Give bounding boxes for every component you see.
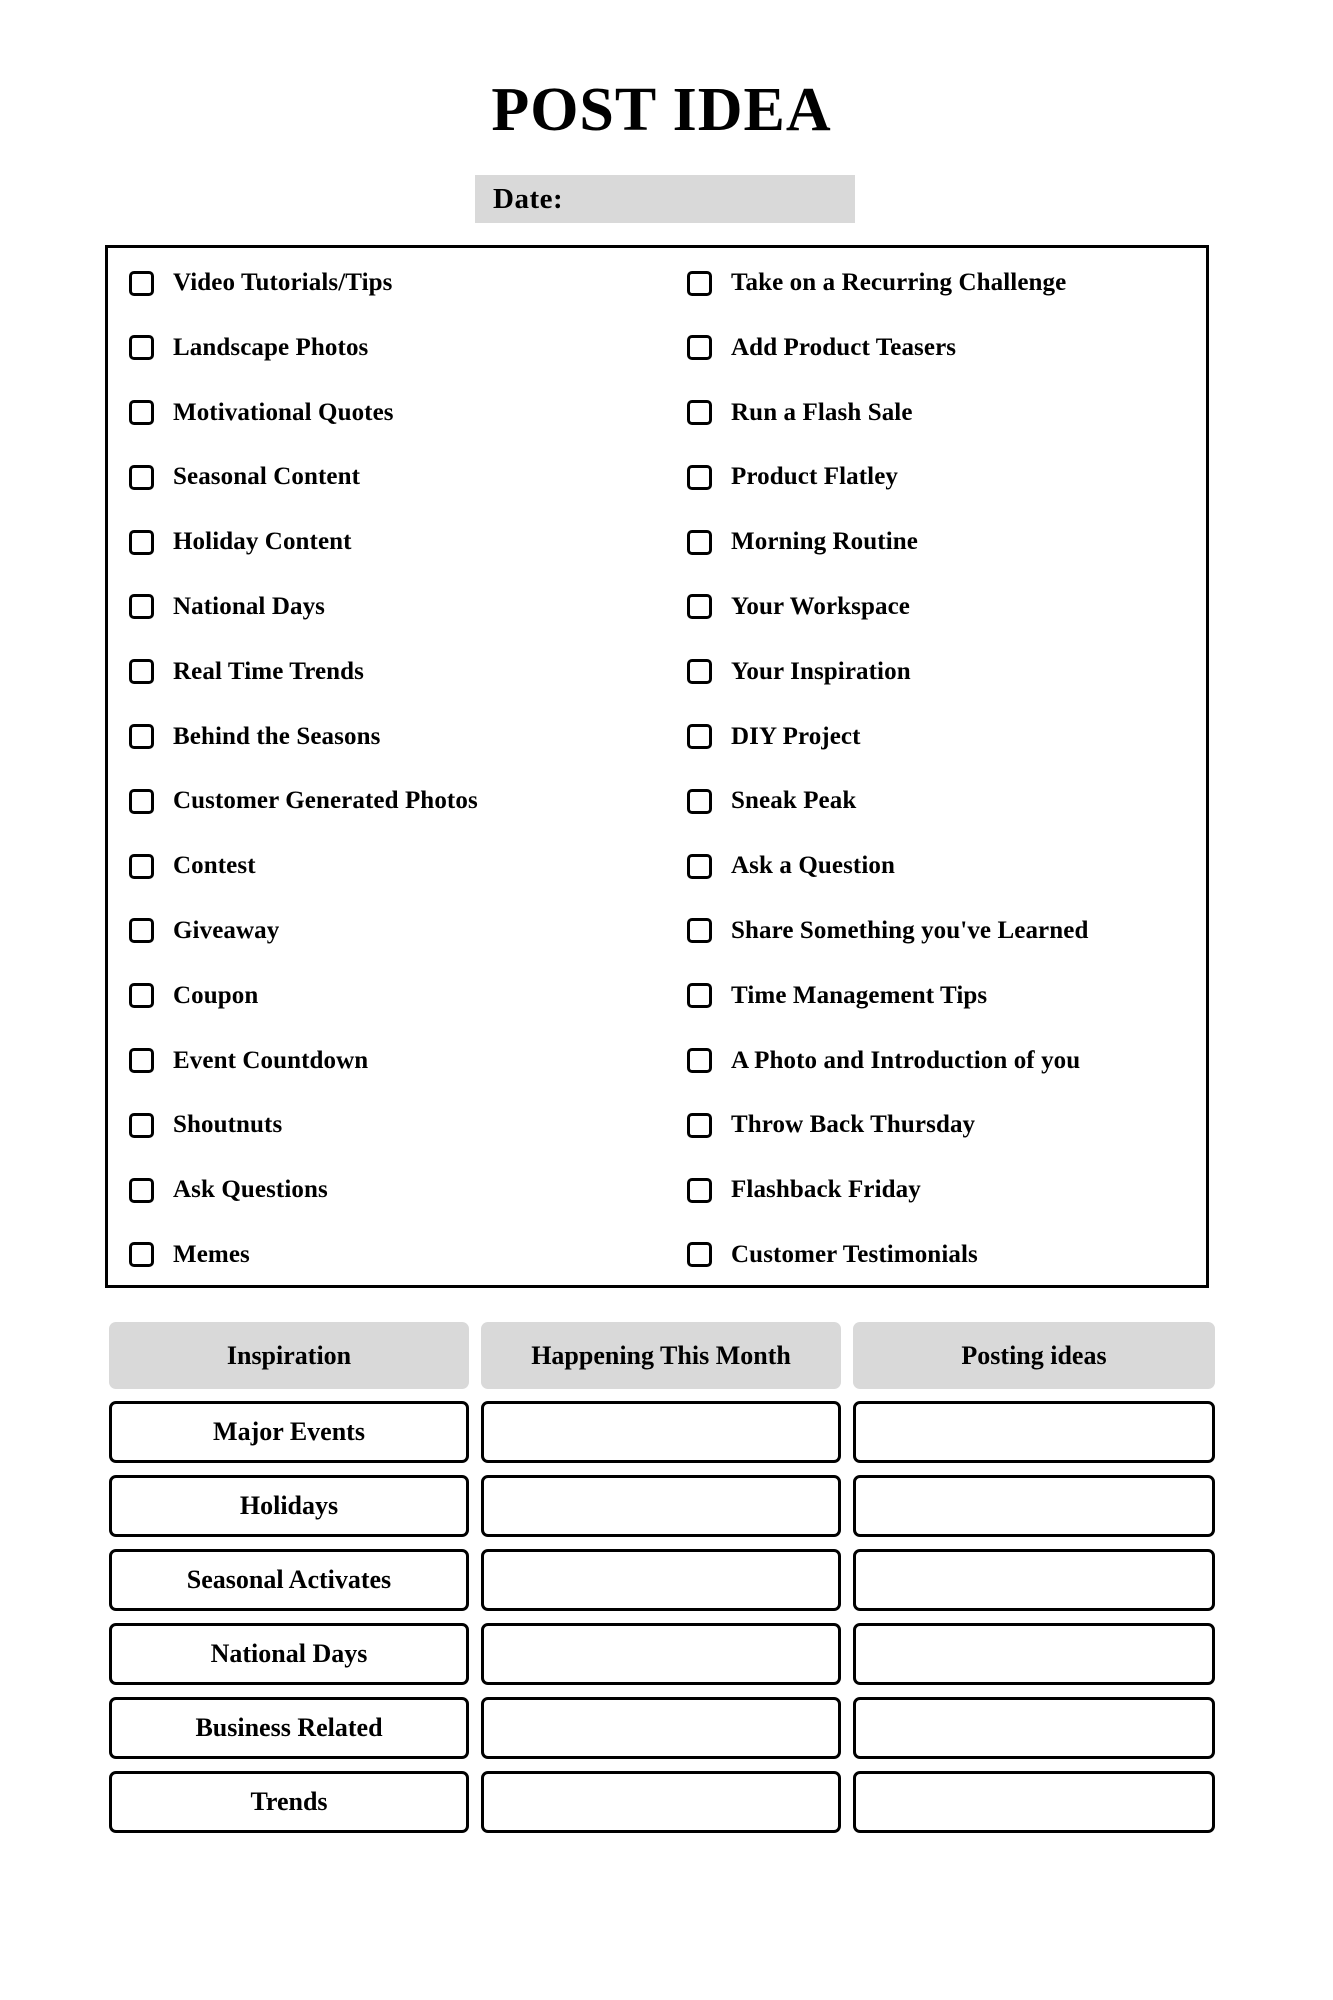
checkbox-icon[interactable] (129, 659, 154, 684)
page-title: POST IDEA (491, 76, 832, 144)
checklist-item-label: Memes (173, 1240, 250, 1268)
checkbox-icon[interactable] (129, 271, 154, 296)
planner-body (109, 1401, 1221, 1833)
checkbox-icon[interactable] (687, 400, 712, 425)
checkbox-icon[interactable] (687, 724, 712, 749)
checklist-item[interactable] (687, 526, 1206, 558)
checklist-item-label: Holiday Content (173, 528, 352, 556)
checklist-item-label: Event Countdown (173, 1046, 369, 1074)
checklist-item[interactable] (129, 397, 635, 429)
checklist-item-label: National Days (173, 592, 326, 620)
checklist-item[interactable] (687, 461, 1206, 493)
date-field[interactable] (475, 175, 855, 223)
planner-header-posting: Posting ideas (853, 1322, 1215, 1389)
checklist-item[interactable] (129, 332, 635, 364)
checklist-item[interactable] (687, 591, 1206, 623)
checkbox-icon[interactable] (687, 918, 712, 943)
checklist-item[interactable] (129, 980, 635, 1012)
checklist-item-label: DIY Project (731, 722, 861, 750)
checklist-item[interactable] (687, 850, 1206, 882)
checklist-item-label: Contest (173, 852, 256, 880)
checklist-item-label: Your Inspiration (731, 657, 911, 685)
checklist-item[interactable] (129, 785, 635, 817)
date-label: Date: (493, 182, 564, 215)
checklist-item[interactable] (129, 850, 635, 882)
checklist-item[interactable] (687, 980, 1206, 1012)
planner-posting-input[interactable] (853, 1401, 1215, 1463)
checklist-item[interactable] (129, 267, 635, 299)
checklist-item-label: Shoutnuts (173, 1111, 283, 1139)
checkbox-icon[interactable] (129, 789, 154, 814)
checkbox-icon[interactable] (129, 530, 154, 555)
checkbox-icon[interactable] (687, 1048, 712, 1073)
planner-row (109, 1549, 1221, 1611)
planner-posting-input[interactable] (853, 1697, 1215, 1759)
checkbox-icon[interactable] (687, 335, 712, 360)
planner-posting-input[interactable] (853, 1475, 1215, 1537)
checklist-item-label: Motivational Quotes (173, 398, 394, 426)
checkbox-icon[interactable] (129, 465, 154, 490)
planner-row (109, 1771, 1221, 1833)
checklist-item[interactable] (129, 721, 635, 753)
checklist-item-label: Seasonal Content (173, 463, 361, 491)
planner-header-inspiration: Inspiration (109, 1322, 469, 1389)
checkbox-icon[interactable] (687, 983, 712, 1008)
checkbox-icon[interactable] (687, 1242, 712, 1267)
checklist-item-label: Morning Routine (731, 528, 918, 556)
checkbox-icon[interactable] (129, 1178, 154, 1203)
checklist-item[interactable] (687, 1174, 1206, 1206)
checklist-item[interactable] (687, 721, 1206, 753)
checklist-column-left (108, 267, 635, 1271)
checklist-item[interactable] (129, 656, 635, 688)
checklist-item-label: Take on a Recurring Challenge (731, 269, 1067, 296)
checklist-item-label: Flashback Friday (731, 1176, 921, 1204)
checklist-item[interactable] (129, 1045, 635, 1077)
post-idea-checklist (105, 245, 1209, 1288)
planner-happening-input[interactable] (481, 1697, 841, 1759)
planner-header-row (109, 1322, 1221, 1389)
checkbox-icon[interactable] (687, 789, 712, 814)
planner-happening-input[interactable] (481, 1475, 841, 1537)
checklist-item[interactable] (129, 1239, 635, 1271)
planner-row (109, 1623, 1221, 1685)
checkbox-icon[interactable] (129, 1048, 154, 1073)
checklist-item-label: Landscape Photos (173, 333, 369, 361)
planner-row (109, 1697, 1221, 1759)
planner-happening-input[interactable] (481, 1771, 841, 1833)
checklist-item-label: Share Something you've Learned (731, 916, 1089, 944)
checklist-item[interactable] (129, 461, 635, 493)
checklist-item[interactable] (687, 267, 1206, 299)
planner-row-label: National Days (109, 1623, 469, 1685)
checkbox-icon[interactable] (129, 854, 154, 879)
checklist-item-label: Ask a Question (731, 852, 895, 880)
checklist-item-label: A Photo and Introduction of you (731, 1046, 1081, 1074)
checkbox-icon[interactable] (687, 659, 712, 684)
checklist-item-label: Behind the Seasons (173, 722, 381, 750)
checklist-item[interactable] (687, 1109, 1206, 1141)
checklist-item-label: Product Flatley (731, 463, 899, 491)
planner-happening-input[interactable] (481, 1401, 841, 1463)
checkbox-icon[interactable] (129, 918, 154, 943)
checklist-item-label: Add Product Teasers (731, 333, 957, 361)
checklist-item[interactable] (129, 526, 635, 558)
planner-happening-input[interactable] (481, 1623, 841, 1685)
checklist-item-label: Real Time Trends (173, 657, 364, 685)
planner-happening-input[interactable] (481, 1549, 841, 1611)
checklist-item[interactable] (129, 591, 635, 623)
checklist-item[interactable] (687, 915, 1206, 947)
planner-row-label: Trends (109, 1771, 469, 1833)
checkbox-icon[interactable] (129, 724, 154, 749)
checklist-item-label: Ask Questions (173, 1176, 328, 1204)
checkbox-icon[interactable] (129, 594, 154, 619)
checklist-column-right (635, 267, 1206, 1271)
checkbox-icon[interactable] (129, 335, 154, 360)
checklist-item-label: Video Tutorials/Tips (173, 269, 393, 296)
checklist-item-label: Sneak Peak (731, 787, 857, 815)
planner-row (109, 1401, 1221, 1463)
checkbox-icon[interactable] (129, 400, 154, 425)
checklist-item[interactable] (687, 332, 1206, 364)
planner-posting-input[interactable] (853, 1549, 1215, 1611)
planner-row-label: Major Events (109, 1401, 469, 1463)
checklist-item[interactable] (129, 915, 635, 947)
checkbox-icon[interactable] (129, 1113, 154, 1138)
checkbox-icon[interactable] (687, 594, 712, 619)
planner-row-label: Holidays (109, 1475, 469, 1537)
checkbox-icon[interactable] (129, 983, 154, 1008)
checklist-item-label: Your Workspace (731, 592, 911, 620)
planner-posting-input[interactable] (853, 1771, 1215, 1833)
checklist-item[interactable] (687, 785, 1206, 817)
checklist-item[interactable] (129, 1109, 635, 1141)
planner-row (109, 1475, 1221, 1537)
planner-table (109, 1322, 1221, 1845)
checkbox-icon[interactable] (687, 465, 712, 490)
checklist-item-label: Coupon (173, 981, 259, 1009)
planner-posting-input[interactable] (853, 1623, 1215, 1685)
checkbox-icon[interactable] (129, 1242, 154, 1267)
checkbox-icon[interactable] (687, 271, 712, 296)
checklist-item[interactable] (687, 656, 1206, 688)
checklist-item[interactable] (687, 1045, 1206, 1077)
checkbox-icon[interactable] (687, 530, 712, 555)
checklist-item[interactable] (687, 1239, 1206, 1271)
checklist-item-label: Customer Testimonials (731, 1240, 978, 1268)
checklist-item-label: Run a Flash Sale (731, 398, 913, 426)
checklist-item-label: Time Management Tips (731, 981, 988, 1009)
checklist-item-label: Giveaway (173, 916, 280, 944)
checklist-item[interactable] (129, 1174, 635, 1206)
checklist-item-label: Throw Back Thursday (731, 1111, 976, 1139)
checkbox-icon[interactable] (687, 854, 712, 879)
checklist-item-label: Customer Generated Photos (173, 787, 478, 815)
checkbox-icon[interactable] (687, 1113, 712, 1138)
planner-header-happening: Happening This Month (481, 1322, 841, 1389)
planner-row-label: Business Related (109, 1697, 469, 1759)
planner-row-label: Seasonal Activates (109, 1549, 469, 1611)
checkbox-icon[interactable] (687, 1178, 712, 1203)
checklist-item[interactable] (687, 397, 1206, 429)
